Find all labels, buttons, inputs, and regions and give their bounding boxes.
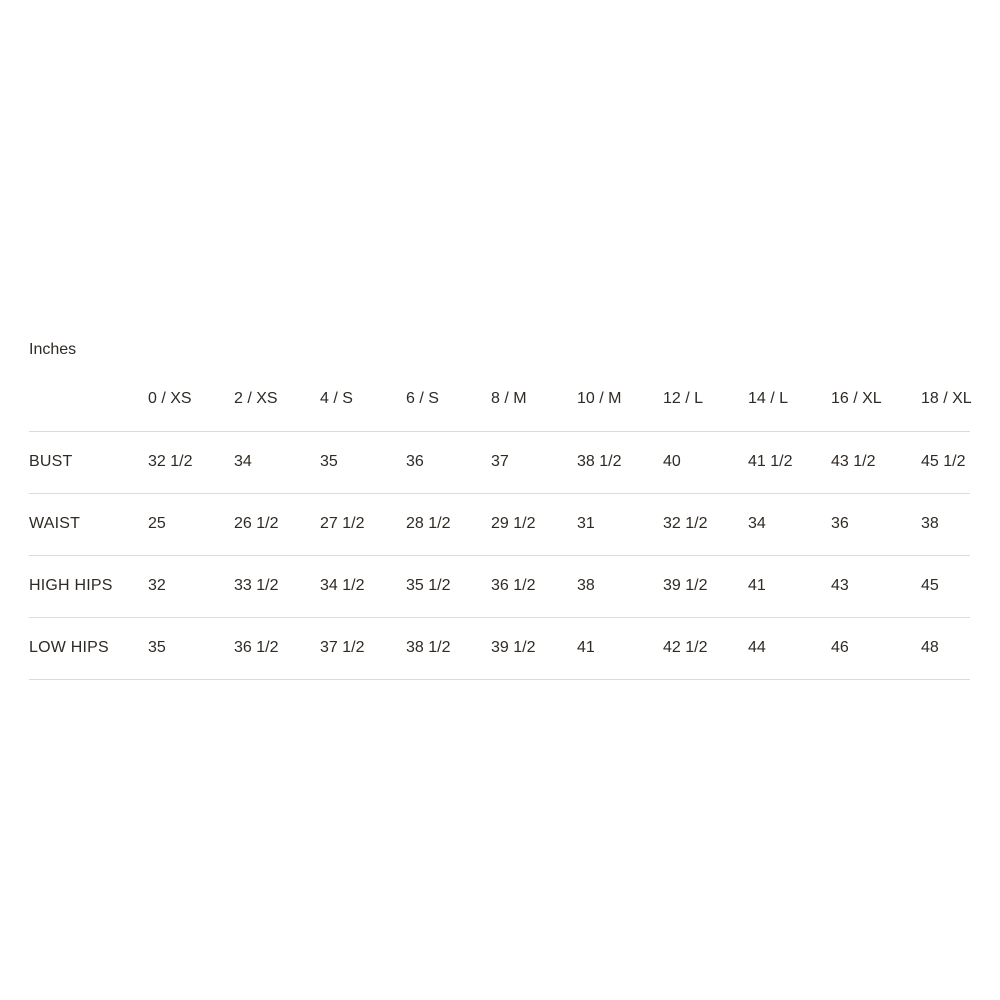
- size-header-cell: 12 / L: [663, 389, 704, 407]
- measurement-cell: 42 1/2: [663, 639, 708, 656]
- row-label: WAIST: [29, 515, 81, 532]
- measurement-cell: 39 1/2: [491, 639, 536, 656]
- measurement-cell: 41: [577, 639, 595, 656]
- size-header-cell: 18 / XL: [921, 389, 972, 407]
- measurement-cell: 46: [831, 639, 849, 656]
- size-header-cell: 0 / XS: [148, 389, 192, 407]
- size-header-cell: 14 / L: [748, 389, 789, 407]
- measurement-cell: 37: [491, 453, 509, 470]
- header-cell-empty: [29, 369, 148, 431]
- table-row-bust: [29, 431, 970, 493]
- measurement-cell: 43: [831, 577, 849, 594]
- measurement-cell: 26 1/2: [234, 515, 279, 532]
- measurement-cell: 38: [577, 577, 595, 594]
- measurement-cell: 31: [577, 515, 595, 532]
- measurement-cell: 32: [148, 577, 166, 594]
- measurement-cell: 34: [234, 453, 252, 470]
- measurement-cell: 44: [748, 639, 766, 656]
- size-header-cell: 16 / XL: [831, 389, 882, 407]
- measurement-cell: 45: [921, 577, 939, 594]
- measurement-cell: 37 1/2: [320, 639, 365, 656]
- measurement-cell: 33 1/2: [234, 577, 279, 594]
- measurement-cell: 29 1/2: [491, 515, 536, 532]
- measurement-cell: 34: [748, 515, 766, 532]
- measurement-cell: 36 1/2: [234, 639, 279, 656]
- size-chart-table: [29, 369, 970, 680]
- measurement-cell: 36 1/2: [491, 577, 536, 594]
- table-row-high-hips: [29, 555, 970, 617]
- measurement-cell: 35 1/2: [406, 577, 451, 594]
- measurement-cell: 48: [921, 639, 939, 656]
- measurement-cell: 38 1/2: [406, 639, 451, 656]
- measurement-cell: 41 1/2: [748, 453, 793, 470]
- measurement-cell: 40: [663, 453, 681, 470]
- measurement-cell: 28 1/2: [406, 515, 451, 532]
- measurement-cell: 38: [921, 515, 939, 532]
- unit-label: Inches: [29, 341, 77, 358]
- measurement-cell: 39 1/2: [663, 577, 708, 594]
- measurement-cell: 27 1/2: [320, 515, 365, 532]
- measurement-cell: 43 1/2: [831, 453, 876, 470]
- table-row-low-hips: [29, 617, 970, 679]
- measurement-cell: 41: [748, 577, 766, 594]
- table-row-waist: [29, 493, 970, 555]
- measurement-cell: 35: [320, 453, 338, 470]
- measurement-cell: 32 1/2: [663, 515, 708, 532]
- size-header-cell: 6 / S: [406, 389, 439, 407]
- size-header-row: [29, 369, 970, 431]
- measurement-cell: 45 1/2: [921, 453, 966, 470]
- measurement-cell: 36: [406, 453, 424, 470]
- size-header-cell: 2 / XS: [234, 389, 278, 407]
- row-label: HIGH HIPS: [29, 577, 113, 594]
- row-label: LOW HIPS: [29, 639, 109, 656]
- size-header-cell: 10 / M: [577, 389, 622, 407]
- measurement-cell: 36: [831, 515, 849, 532]
- measurement-cell: 38 1/2: [577, 453, 622, 470]
- size-header-cell: 8 / M: [491, 389, 527, 407]
- measurement-cell: 34 1/2: [320, 577, 365, 594]
- measurement-cell: 32 1/2: [148, 453, 193, 470]
- size-header-cell: 4 / S: [320, 389, 353, 407]
- row-label: BUST: [29, 453, 73, 470]
- measurement-cell: 35: [148, 639, 166, 656]
- measurement-cell: 25: [148, 515, 166, 532]
